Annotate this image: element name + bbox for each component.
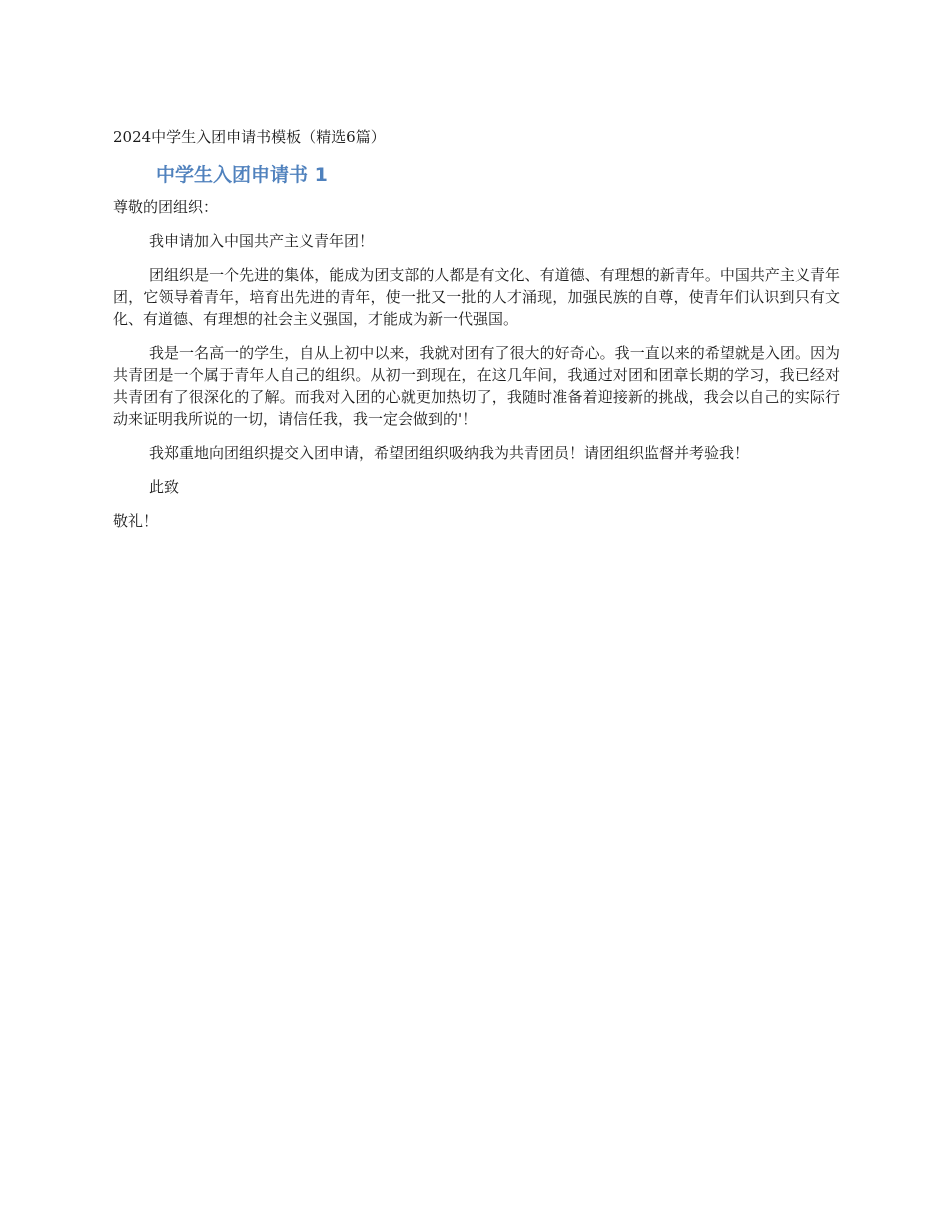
- salutation: 尊敬的团组织：: [113, 198, 219, 216]
- paragraph-submission: 我郑重地向团组织提交入团申请，希望团组织吸纳我为共青团员！请团组织监督并考验我！: [149, 444, 750, 462]
- paragraph-background: 我是一名高一的学生，自从上初中以来，我就对团有了很大的好奇心。我一直以来的希望就是入团。因为共青团是一个属于青年人自己的组织。从初一到现在，在这几年间，我通过对团和团章长期的学习，我已经对共青团有了很深化的了解。而我对入团的心就更加热切了，我随时准备着迎接新的挑战，我会以自己的实际行动来证明我所说的一切，请信任我，我一定会做到的'！: [113, 344, 840, 428]
- paragraph-application: 我申请加入中国共产主义青年团！: [149, 232, 375, 250]
- paragraph-cizhi: 此致: [149, 478, 180, 496]
- paragraph-organization: 团组织是一个先进的集体，能成为团支部的人都是有文化、有道德、有理想的新青年。中国共产主义青年团，它领导着青年，培育出先进的青年，使一批又一批的人才涌现，加强民族的自尊，使青年们认识到只有文化、有道德、有理想的社会主义强国，才能成为新一代强国。: [113, 266, 840, 328]
- closing-salute: 敬礼！: [113, 512, 159, 530]
- section-heading: 中学生入团申请书 1: [156, 164, 328, 186]
- document-page: [113, 124, 840, 544]
- document-title: 2024中学生入团申请书模板（精选6篇）: [113, 128, 386, 146]
